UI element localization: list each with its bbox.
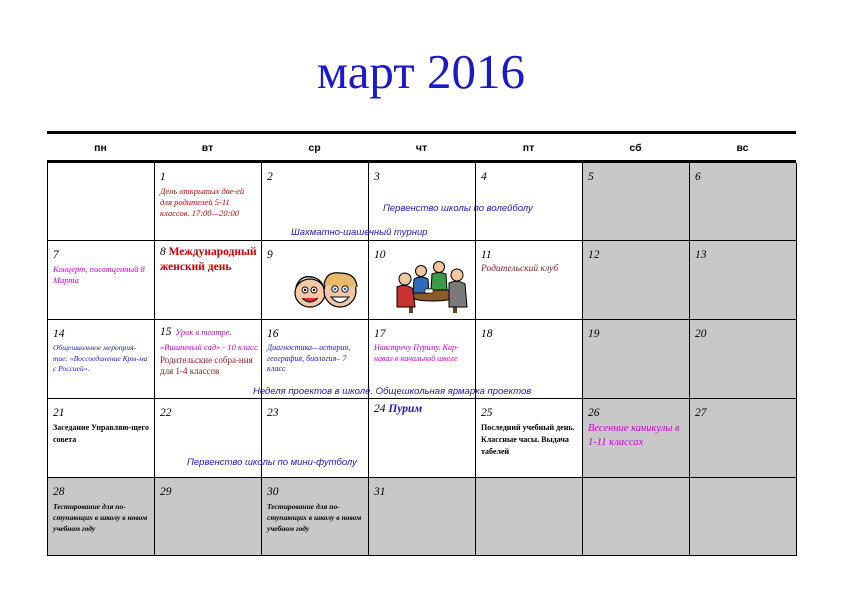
day-number: 18 (481, 328, 493, 340)
day-cell-empty (48, 163, 155, 241)
day-number: 15 (160, 326, 172, 338)
people-at-table-clipart (391, 257, 471, 315)
day-cell-7[interactable] (48, 241, 155, 320)
day-cell-12[interactable] (583, 241, 690, 320)
event-chess-overlay: Шахматно-шашечный турнир (291, 227, 428, 238)
day-cell-1[interactable] (155, 163, 262, 241)
event-projects-week-overlay: Неделя проектов в школе. Общешкольная ярмарка проектов (253, 386, 532, 397)
day-number: 23 (267, 407, 279, 419)
day-number: 31 (374, 486, 386, 498)
day-cell-13[interactable] (690, 241, 797, 320)
day-number: 29 (160, 486, 172, 498)
day-cell-31[interactable] (369, 478, 476, 556)
day-number: 6 (695, 171, 701, 183)
day-cell-20[interactable] (690, 320, 797, 399)
day-number: 20 (695, 328, 707, 340)
event-council: Заседание Управляю-щего совета (53, 423, 149, 444)
day-cell-30[interactable] (262, 478, 369, 556)
event-purim-carnival: Навстречу Пуриму. Кар-навал в начальной школе (374, 343, 459, 363)
day-number: 2 (267, 171, 273, 183)
day-cell-26[interactable] (583, 399, 690, 478)
day-cell-27[interactable] (690, 399, 797, 478)
day-number: 11 (481, 249, 492, 261)
page-title: март 2016 (317, 44, 525, 99)
calendar-grid (47, 162, 796, 556)
event-theatre: Урок в театре. «Вишневый сад» - 10 класс (160, 327, 258, 352)
day-number: 24 (374, 403, 386, 415)
day-number: 3 (374, 171, 380, 183)
day-cell-24[interactable] (369, 399, 476, 478)
day-cell-empty (690, 478, 797, 556)
event-parents-club: Родительский клуб (481, 264, 559, 274)
day-number: 19 (588, 328, 600, 340)
weekday-mon: пн (94, 142, 107, 154)
day-cell-19[interactable] (583, 320, 690, 399)
day-cell-9[interactable] (262, 241, 369, 320)
day-number: 7 (53, 249, 59, 261)
day-cell-11[interactable] (476, 241, 583, 320)
event-diagnostics: Диагностика—история, география, биология– 7 класс (267, 343, 351, 373)
weekday-sat: сб (629, 142, 642, 154)
weekday-header (47, 134, 796, 162)
day-number: 25 (481, 407, 493, 419)
day-number: 28 (53, 486, 65, 498)
event-parent-meetings: Родительские собра-ния для 1-4 классов (160, 355, 253, 376)
day-number: 1 (160, 171, 166, 183)
day-cell-29[interactable] (155, 478, 262, 556)
day-number: 14 (53, 328, 65, 340)
day-number: 21 (53, 407, 65, 419)
event-open-day: День открытых две-ей для родителей 5-11 классов. 17:00—20:00 (160, 186, 245, 218)
event-womens-day: Международный женский день (160, 246, 257, 273)
day-cell-empty (583, 478, 690, 556)
month-calendar (47, 131, 796, 556)
day-cell-10[interactable] (369, 241, 476, 320)
day-number: 22 (160, 407, 172, 419)
weekday-wed: ср (308, 142, 321, 154)
weekday-sun: вс (736, 142, 749, 154)
weekday-thu: чт (415, 142, 428, 154)
event-last-school-day: Последний учебный день. Классные часы. Выдача табелей (481, 423, 575, 456)
day-number: 10 (374, 249, 386, 261)
day-cell-14[interactable] (48, 320, 155, 399)
day-number: 17 (374, 328, 386, 340)
day-cell-4[interactable] (476, 163, 583, 241)
day-number: 16 (267, 328, 279, 340)
day-number: 8 (160, 246, 166, 258)
day-number: 27 (695, 407, 707, 419)
day-number: 9 (267, 249, 273, 261)
event-concert: Концерт, посвященный 8 Марта (53, 264, 145, 285)
day-cell-8[interactable] (155, 241, 262, 320)
day-number: 12 (588, 249, 600, 261)
day-number: 13 (695, 249, 707, 261)
day-cell-5[interactable] (583, 163, 690, 241)
day-number: 5 (588, 171, 594, 183)
smiling-faces-clipart (290, 267, 362, 313)
day-cell-6[interactable] (690, 163, 797, 241)
event-entrance-testing: Тестирование для по-ступающих в школу в новом учебном году (53, 502, 148, 533)
day-number: 26 (588, 407, 600, 419)
day-cell-15[interactable] (155, 320, 262, 399)
event-entrance-testing: Тестирование для по-ступающих в школу в новом учебном году (267, 502, 362, 533)
event-volleyball-overlay: Первенство школы по волейболу (383, 203, 533, 214)
weekday-fri: пт (522, 142, 535, 154)
event-purim: Пурим (388, 403, 423, 415)
event-spring-holidays: Весенние каникулы в 1-11 классах (588, 423, 680, 448)
day-cell-empty (476, 478, 583, 556)
day-number: 30 (267, 486, 279, 498)
weekday-tue: вт (201, 142, 214, 154)
event-crimea: Общешкольное мероприя-тие: «Воссоединение Кры-ма с Россией». (53, 343, 148, 373)
day-cell-25[interactable] (476, 399, 583, 478)
day-cell-28[interactable] (48, 478, 155, 556)
day-number: 4 (481, 171, 487, 183)
event-minifootball-overlay: Первенство школы по мини-футболу (187, 457, 357, 468)
day-cell-21[interactable] (48, 399, 155, 478)
